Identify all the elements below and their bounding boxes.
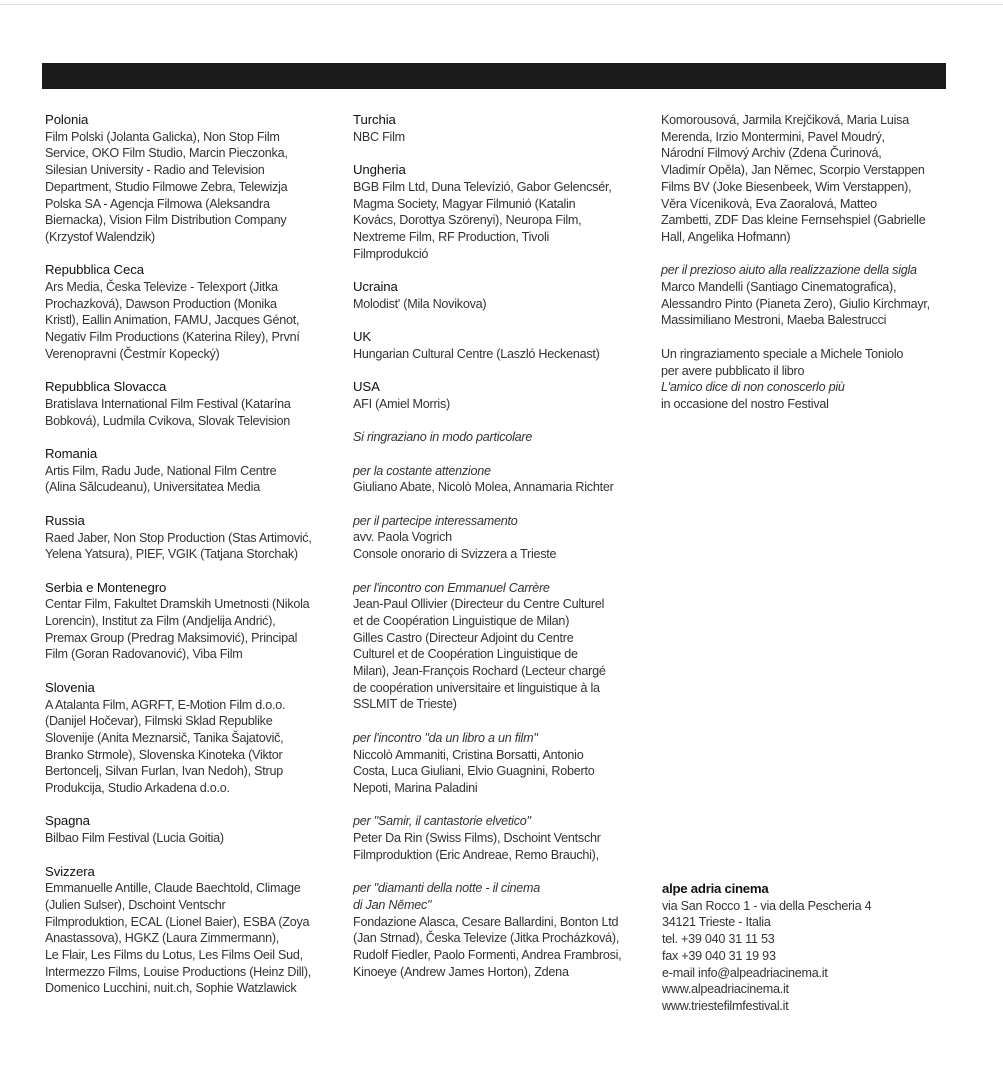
thanks-name-line: (Jan Strnad), Česka Televize (Jitka Procházková), bbox=[353, 931, 620, 946]
thanks-heading: Si ringraziano in modo particolare bbox=[353, 430, 533, 445]
credit-line: Silesian University - Radio and Television bbox=[45, 163, 265, 178]
special-line: in occasione del nostro Festival bbox=[661, 396, 829, 411]
credit-line: Slovenije (Anita Meznarsič, Tanika Šajatovič, bbox=[45, 730, 284, 745]
credit-line: Alessandro Pinto (Pianeta Zero), Giulio Kirchmayr, bbox=[661, 296, 930, 311]
credit-line: Hall, Angelika Hofmann) bbox=[661, 229, 791, 244]
country-section bbox=[45, 513, 335, 563]
credit-line: Premax Group (Predrag Maksimović), Principal bbox=[45, 630, 298, 645]
credit-line: Magma Society, Magyar Filmunió (Katalin bbox=[353, 196, 576, 211]
continued-credits bbox=[661, 112, 953, 246]
country-section bbox=[45, 446, 335, 496]
country-title: Serbia e Montenegro bbox=[45, 579, 167, 595]
thanks-name-line: Console onorario di Svizzera a Trieste bbox=[353, 547, 557, 562]
credit-line: Molodist' (Mila Novikova) bbox=[353, 296, 487, 311]
credit-line: Bobková), Ludmila Cvikova, Slovak Television bbox=[45, 413, 290, 428]
thanks-name-line: avv. Paola Vogrich bbox=[353, 530, 452, 545]
credit-line: Produkcija, Studio Arkadena d.o.o. bbox=[45, 781, 230, 796]
credit-line: Artis Film, Radu Jude, National Film Centre bbox=[45, 463, 277, 478]
credit-line: Ars Media, Česka Televize - Telexport (Jitka bbox=[45, 280, 278, 295]
sigla-thanks bbox=[661, 262, 953, 329]
email-address[interactable]: e-mail info@alpeadriacinema.it bbox=[662, 965, 828, 980]
credit-line: Věra Vícenikovà, Eva Zaoralová, Matteo bbox=[661, 196, 877, 211]
thanks-name-line: Filmproduktion (Eric Andreae, Remo Brauchi), bbox=[353, 847, 599, 862]
credit-line: Nextreme Film, RF Production, Tivoli bbox=[353, 229, 550, 244]
thanks-name-line: Rudolf Fiedler, Paolo Formenti, Andrea Frambrosi, bbox=[353, 947, 622, 962]
credit-line: Raed Jaber, Non Stop Production (Stas Artimović, bbox=[45, 530, 312, 545]
credit-line: Films BV (Joke Biesenbeek, Wim Verstappen), bbox=[661, 179, 912, 194]
credit-line: NBC Film bbox=[353, 129, 405, 144]
country-list bbox=[353, 112, 645, 413]
thanks-name-line: Fondazione Alasca, Cesare Ballardini, Bonton Ltd bbox=[353, 914, 619, 929]
thanks-section bbox=[353, 463, 645, 496]
thanks-section bbox=[353, 813, 645, 863]
phone-number: tel. +39 040 31 11 53 bbox=[662, 932, 775, 947]
credit-line: Intermezzo Films, Louise Productions (Heinz Dill), bbox=[45, 964, 312, 979]
address-street: via San Rocco 1 - via della Pescheria 4 bbox=[662, 898, 872, 913]
credit-line: AFI (Amiel Morris) bbox=[353, 396, 450, 411]
thanks-section bbox=[353, 880, 645, 980]
credit-line: Kristl), Eallin Animation, FAMU, Jacques Génot, bbox=[45, 313, 300, 328]
thanks-name-line: Giuliano Abate, Nicolò Molea, Annamaria Richter bbox=[353, 480, 614, 495]
country-title: Turchia bbox=[353, 112, 396, 127]
organization-name: alpe adria cinema bbox=[662, 881, 769, 896]
address-city: 34121 Trieste - Italia bbox=[662, 915, 771, 930]
special-line: Un ringraziamento speciale a Michele Toniolo bbox=[661, 346, 904, 361]
thanks-name-line: Kinoeye (Andrew James Horton), Zdena bbox=[353, 964, 569, 979]
credit-line: (Alina Sălcudeanu), Universitatea Media bbox=[45, 480, 260, 495]
country-section bbox=[353, 379, 645, 412]
thanks-section bbox=[353, 513, 645, 563]
country-section bbox=[353, 279, 645, 312]
credit-line: Anastassova), HGKZ (Laura Zimmermann), bbox=[45, 931, 280, 946]
thanks-section bbox=[353, 730, 645, 797]
thanks-intro: per l'incontro con Emmanuel Carrère bbox=[353, 580, 550, 595]
country-section bbox=[353, 329, 645, 362]
thanks-name-line: Culturel et de Coopération Linguistique de bbox=[353, 647, 578, 662]
thanks-name-line: de coopération universitaire et linguistique à la bbox=[353, 680, 600, 695]
credit-line: Domenico Lucchini, nuit.ch, Sophie Watzlawick bbox=[45, 981, 297, 996]
country-section bbox=[45, 864, 335, 998]
column-1 bbox=[45, 112, 335, 1014]
credit-line: Yelena Yatsura), PIEF, VGIK (Tatjana Storchak) bbox=[45, 547, 298, 562]
thanks-name-line: Gilles Castro (Directeur Adjoint du Centre bbox=[353, 630, 574, 645]
country-section bbox=[353, 162, 645, 262]
credit-line: Emmanuelle Antille, Claude Baechtold, Climage bbox=[45, 881, 301, 896]
credit-line: Branko Strmole), Slovenska Kinoteka (Viktor bbox=[45, 747, 283, 762]
country-section bbox=[45, 680, 335, 797]
credit-line: Zambetti, ZDF Das kleine Fernsehspiel (Gabrielle bbox=[661, 213, 926, 228]
credit-line: Bilbao Film Festival (Lucia Goitia) bbox=[45, 831, 224, 846]
credit-line: A Atalanta Film, AGRFT, E-Motion Film d.o.o. bbox=[45, 697, 286, 712]
credit-line: Filmproduktion, ECAL (Lionel Baier), ESBA (Zoya bbox=[45, 914, 310, 929]
thanks-name-line: et de Coopération Linguistique de Milan) bbox=[353, 613, 570, 628]
thanks-name-line: Peter Da Rin (Swiss Films), Dschoint Ventschr bbox=[353, 831, 601, 846]
country-title: Repubblica Ceca bbox=[45, 262, 144, 278]
fax-number: fax +39 040 31 19 93 bbox=[662, 948, 776, 963]
thanks-intro: per la costante attenzione bbox=[353, 463, 491, 478]
country-title: Romania bbox=[45, 446, 98, 462]
column-2 bbox=[353, 112, 645, 997]
country-title: UK bbox=[353, 329, 372, 345]
thanks-intro: per il partecipe interessamento bbox=[353, 513, 518, 528]
credit-line: Hungarian Cultural Centre (Laszló Heckenast) bbox=[353, 346, 600, 361]
country-title: Ungheria bbox=[353, 162, 406, 178]
credit-line: Kovács, Dorottya Szörenyi), Neuropa Film, bbox=[353, 213, 582, 228]
credit-line: Marco Mandelli (Santiago Cinematografica), bbox=[661, 280, 897, 295]
credit-line: Department, Studio Filmowe Zebra, Telewizja bbox=[45, 179, 288, 194]
credit-line: Bratislava International Film Festival (Katarína bbox=[45, 396, 291, 411]
country-title: USA bbox=[353, 379, 380, 395]
special-line: per avere pubblicato il libro bbox=[661, 363, 805, 378]
credit-line: Filmprodukció bbox=[353, 246, 429, 261]
country-title: Spagna bbox=[45, 813, 90, 829]
country-section bbox=[353, 112, 645, 145]
credit-line: Film Polski (Jolanta Galicka), Non Stop Film bbox=[45, 129, 280, 144]
country-title: Repubblica Slovacca bbox=[45, 379, 167, 395]
column-3 bbox=[661, 112, 953, 429]
thanks-intro: di Jan Němec" bbox=[353, 897, 432, 912]
credit-line: Polska SA - Agencja Filmowa (Aleksandra bbox=[45, 196, 270, 211]
country-section bbox=[45, 112, 335, 246]
sigla-names bbox=[661, 279, 953, 329]
top-rule bbox=[0, 4, 1003, 5]
special-thanks bbox=[661, 346, 953, 413]
thanks-list bbox=[353, 463, 645, 981]
credit-line: Vladimír Opěla), Jan Němec, Scorpio Verstappen bbox=[661, 163, 925, 178]
country-title: Russia bbox=[45, 512, 85, 528]
credit-line: (Julien Sulser), Dschoint Ventschr bbox=[45, 897, 226, 912]
address-block bbox=[662, 881, 962, 1015]
thanks-name-line: Niccolò Ammaniti, Cristina Borsatti, Antonio bbox=[353, 747, 584, 762]
country-section bbox=[45, 580, 335, 664]
country-title: Svizzera bbox=[45, 863, 95, 879]
credit-line: Verenopravni (Čestmír Kopecký) bbox=[45, 346, 220, 361]
credit-line: Negativ Film Productions (Katerina Riley), První bbox=[45, 330, 300, 345]
credit-line: Národní Filmový Archiv (Zdena Čurinová, bbox=[661, 146, 882, 161]
thanks-name-line: Nepoti, Marina Paladini bbox=[353, 780, 478, 795]
credit-line: (Krzystof Walendzik) bbox=[45, 229, 155, 244]
website-link[interactable]: www.triestefilmfestival.it bbox=[662, 998, 789, 1013]
credit-line: Merenda, Irzio Montermini, Pavel Moudrý, bbox=[661, 129, 885, 144]
credit-line: Le Flair, Les Films du Lotus, Les Films Oeil Sud, bbox=[45, 948, 303, 963]
credit-line: (Danijel Hočevar), Filmski Sklad Republike bbox=[45, 714, 273, 729]
country-section bbox=[45, 813, 335, 846]
country-section bbox=[45, 262, 335, 362]
website-link[interactable]: www.alpeadriacinema.it bbox=[662, 982, 789, 997]
thanks-intro: per "Samir, il cantastorie elvetico" bbox=[353, 814, 531, 829]
credit-line: Lorencin), Institut za Film (Andjelija Andrić), bbox=[45, 614, 276, 629]
book-title: L'amico dice di non conoscerlo più bbox=[661, 380, 845, 395]
credit-line: Bertoncelj, Silvan Furlan, Ivan Nedoh), Strup bbox=[45, 764, 283, 779]
thanks-name-line: Jean-Paul Ollivier (Directeur du Centre Culturel bbox=[353, 597, 605, 612]
credit-line: Service, OKO Film Studio, Marcin Pieczonka, bbox=[45, 146, 288, 161]
thanks-intro: per "diamanti della notte - il cinema bbox=[353, 881, 541, 896]
sigla-intro: per il prezioso aiuto alla realizzazione della sigla bbox=[661, 263, 917, 278]
credit-line: Prochazková), Dawson Production (Monika bbox=[45, 296, 277, 311]
thanks-section bbox=[353, 580, 645, 714]
credit-line: Centar Film, Fakultet Dramskih Umetnosti (Nikola bbox=[45, 597, 310, 612]
credit-line: Komorousová, Jarmila Krejčiková, Maria Luisa bbox=[661, 113, 909, 127]
country-section bbox=[45, 379, 335, 429]
country-title: Slovenia bbox=[45, 679, 95, 695]
country-title: Polonia bbox=[45, 112, 89, 127]
thanks-name-line: Costa, Luca Giuliani, Elvio Guagnini, Roberto bbox=[353, 764, 595, 779]
country-title: Ucraina bbox=[353, 279, 398, 294]
credit-line: Massimiliano Mestroni, Maeba Balestrucci bbox=[661, 313, 887, 328]
credit-line: Biernacka), Vision Film Distribution Company bbox=[45, 213, 287, 228]
thanks-intro: per l'incontro "da un libro a un film" bbox=[353, 730, 538, 745]
thanks-name-line: Milan), Jean-François Rochard (Lecteur chargé bbox=[353, 664, 606, 679]
credit-line: Film (Goran Radovanović), Viba Film bbox=[45, 647, 243, 662]
credit-line: BGB Film Ltd, Duna Televízió, Gabor Gelencsér, bbox=[353, 179, 612, 194]
header-bar bbox=[42, 63, 946, 89]
thanks-name-line: SSLMIT de Trieste) bbox=[353, 697, 457, 712]
